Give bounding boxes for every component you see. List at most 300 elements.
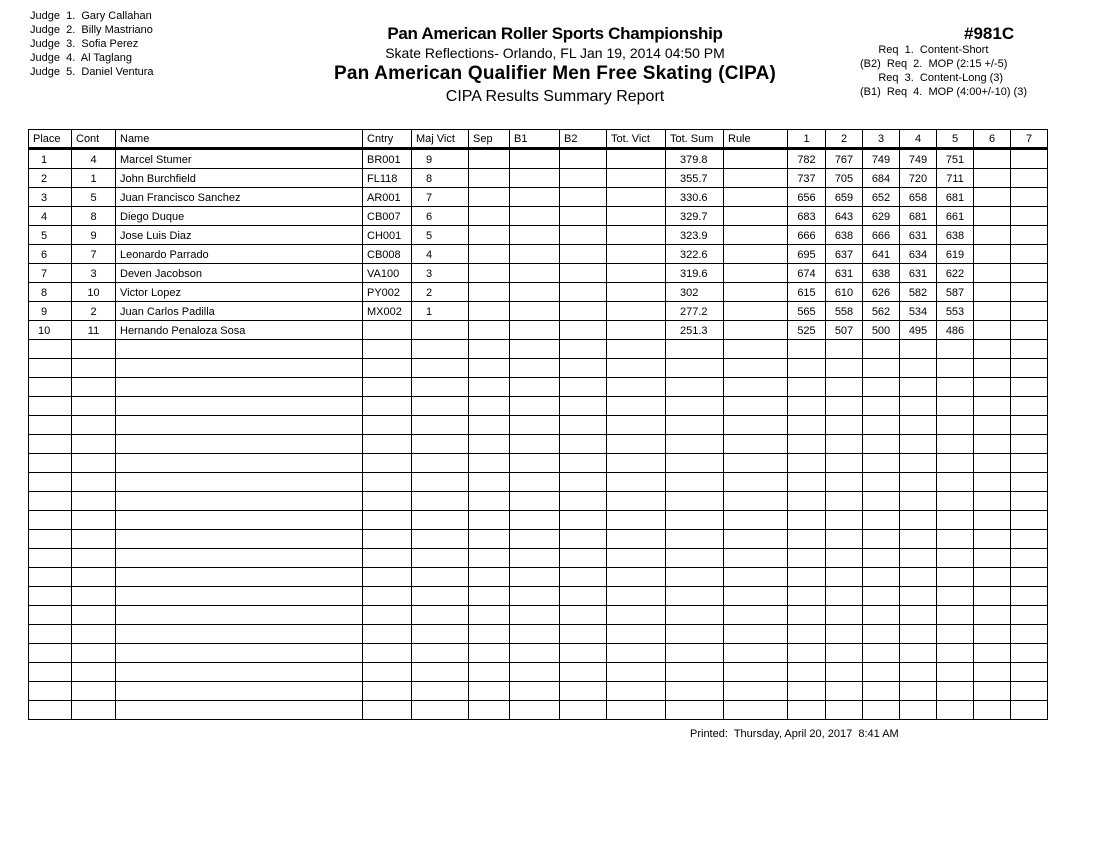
cont-cell: 3 [72,264,116,283]
empty-table-row [29,549,1048,568]
judge-3-score [863,340,900,359]
country-cell [363,492,412,511]
empty-table-row [29,606,1048,625]
country-cell: CB007 [363,207,412,226]
sep-cell [469,169,510,188]
sep-cell [469,378,510,397]
b1-cell [510,302,560,321]
tot-sum-cell: 330.6 [666,188,724,207]
country-cell [363,625,412,644]
name-cell [116,663,363,682]
judge-4-score [900,454,937,473]
tot-sum-cell: 319.6 [666,264,724,283]
tot-sum-cell [666,340,724,359]
b1-cell [510,169,560,188]
col-name: Name [116,130,363,149]
judge-5-score: 619 [937,245,974,264]
judge-6-score [974,587,1011,606]
name-cell: Hernando Penaloza Sosa [116,321,363,340]
maj-vict-cell [412,416,469,435]
judge-2-score: 610 [826,283,863,302]
table-row [29,149,1048,169]
empty-table-row [29,435,1048,454]
maj-vict-cell: 4 [412,245,469,264]
judge-1-score: 683 [788,207,826,226]
judge-2-score: 643 [826,207,863,226]
judge-6-score [974,530,1011,549]
cont-cell [72,644,116,663]
judge-2-score: 507 [826,321,863,340]
judge-7-score [1011,245,1048,264]
table-row [29,302,1048,321]
tot-sum-cell [666,454,724,473]
rule-cell [724,264,788,283]
sep-cell [469,587,510,606]
tot-vict-cell [607,226,666,245]
judge-4-score [900,701,937,720]
cont-cell [72,511,116,530]
tot-vict-cell [607,359,666,378]
judge-2-score [826,549,863,568]
b1-cell [510,435,560,454]
judge-7-score [1011,340,1048,359]
judge-1-score [788,473,826,492]
maj-vict-cell: 2 [412,283,469,302]
judges-list [30,9,154,79]
judge-2-score [826,435,863,454]
judge-1-score [788,549,826,568]
judge-2-score [826,644,863,663]
tot-vict-cell [607,549,666,568]
tot-vict-cell [607,606,666,625]
tot-sum-cell: 329.7 [666,207,724,226]
b2-cell [560,473,607,492]
tot-vict-cell [607,454,666,473]
b1-cell [510,359,560,378]
place-cell: 9 [29,302,72,321]
judge-7-score [1011,492,1048,511]
rule-cell [724,606,788,625]
judge-7-score [1011,321,1048,340]
name-cell [116,435,363,454]
b1-cell [510,701,560,720]
empty-table-row [29,416,1048,435]
country-cell [363,397,412,416]
tot-sum-cell [666,473,724,492]
judge-4-score [900,682,937,701]
maj-vict-cell [412,473,469,492]
judge-6-score [974,302,1011,321]
country-cell [363,416,412,435]
judge-7-score [1011,530,1048,549]
b2-cell [560,416,607,435]
judge-7-score [1011,473,1048,492]
judge-3-score: 500 [863,321,900,340]
tot-sum-cell [666,530,724,549]
judge-5-score [937,435,974,454]
b2-cell [560,435,607,454]
rule-cell [724,283,788,302]
b2-cell [560,264,607,283]
tot-sum-cell: 355.7 [666,169,724,188]
tot-sum-cell: 322.6 [666,245,724,264]
place-cell [29,340,72,359]
judge-5-score: 711 [937,169,974,188]
judge-4-score: 631 [900,264,937,283]
requirement-1: Req 1. Content-Short [860,44,989,56]
judge-4-score: 582 [900,283,937,302]
b1-cell [510,207,560,226]
rule-cell [724,530,788,549]
judge-4-score: 495 [900,321,937,340]
judge-7-score [1011,207,1048,226]
judge-1-score [788,644,826,663]
judge-3-score: 562 [863,302,900,321]
sep-cell [469,283,510,302]
table-row [29,188,1048,207]
judge-2: Judge 2. Billy Mastriano [30,24,153,36]
maj-vict-cell [412,701,469,720]
judge-6-score [974,644,1011,663]
b1-cell [510,264,560,283]
judge-4-score: 658 [900,188,937,207]
col-tot-sum: Tot. Sum [666,130,724,149]
judge-1-score: 666 [788,226,826,245]
country-cell: CB008 [363,245,412,264]
maj-vict-cell: 1 [412,302,469,321]
sep-cell [469,682,510,701]
sep-cell [469,302,510,321]
judge-4: Judge 4. Al Taglang [30,52,132,64]
maj-vict-cell [412,606,469,625]
rule-cell [724,644,788,663]
requirements-list [860,43,1027,99]
name-cell [116,701,363,720]
judge-2-score [826,416,863,435]
sep-cell [469,663,510,682]
maj-vict-cell [412,625,469,644]
judge-1-score: 737 [788,169,826,188]
empty-table-row [29,663,1048,682]
b1-cell [510,340,560,359]
maj-vict-cell [412,530,469,549]
tot-vict-cell [607,264,666,283]
rule-cell [724,321,788,340]
judge-2-score: 637 [826,245,863,264]
table-row [29,245,1048,264]
judge-5-score [937,663,974,682]
sep-cell [469,416,510,435]
judge-7-score [1011,264,1048,283]
sep-cell [469,492,510,511]
sep-cell [469,644,510,663]
requirement-4: (B1) Req 4. MOP (4:00+/-10) (3) [860,86,1027,98]
judge-3-score: 626 [863,283,900,302]
country-cell: BR001 [363,149,412,169]
empty-table-row [29,644,1048,663]
judge-6-score [974,625,1011,644]
rule-cell [724,435,788,454]
col-judge-2: 2 [826,130,863,149]
name-cell: Marcel Stumer [116,149,363,169]
judge-3-score [863,454,900,473]
empty-table-row [29,359,1048,378]
maj-vict-cell: 7 [412,188,469,207]
judge-3-score [863,663,900,682]
place-cell [29,606,72,625]
judge-7-score [1011,188,1048,207]
rule-cell [724,416,788,435]
sep-cell [469,435,510,454]
empty-table-row [29,511,1048,530]
judge-2-score: 558 [826,302,863,321]
judge-3: Judge 3. Sofia Perez [30,38,139,50]
place-cell [29,587,72,606]
judge-5-score [937,568,974,587]
b2-cell [560,188,607,207]
tot-sum-cell [666,644,724,663]
tot-sum-cell [666,549,724,568]
judge-3-score [863,397,900,416]
table-row [29,264,1048,283]
judge-4-score [900,644,937,663]
judge-1-score [788,606,826,625]
judge-4-score [900,359,937,378]
rule-cell [724,492,788,511]
name-cell: Jose Luis Diaz [116,226,363,245]
judge-5-score: 587 [937,283,974,302]
b1-cell [510,321,560,340]
b1-cell [510,606,560,625]
judge-1-score: 565 [788,302,826,321]
cont-cell: 8 [72,207,116,226]
tot-vict-cell [607,378,666,397]
place-cell [29,644,72,663]
rule-cell [724,302,788,321]
sep-cell [469,549,510,568]
tot-vict-cell [607,340,666,359]
judge-3-score [863,682,900,701]
judge-5-score [937,625,974,644]
judge-5-score: 486 [937,321,974,340]
cont-cell [72,549,116,568]
country-cell [363,530,412,549]
judge-3-score [863,701,900,720]
b1-cell [510,226,560,245]
cont-cell [72,606,116,625]
judge-2-score: 659 [826,188,863,207]
cont-cell [72,682,116,701]
judge-1-score [788,625,826,644]
tot-vict-cell [607,530,666,549]
name-cell [116,682,363,701]
place-cell [29,511,72,530]
judge-1-score [788,435,826,454]
place-cell: 3 [29,188,72,207]
judge-2-score: 631 [826,264,863,283]
b1-cell [510,663,560,682]
cont-cell: 5 [72,188,116,207]
judge-3-score [863,587,900,606]
col-sep: Sep [469,130,510,149]
rule-cell [724,226,788,245]
country-cell [363,682,412,701]
judge-3-score: 641 [863,245,900,264]
b1-cell [510,397,560,416]
judge-2-score [826,530,863,549]
name-cell [116,416,363,435]
col-rule: Rule [724,130,788,149]
tot-vict-cell [607,473,666,492]
tot-sum-cell: 379.8 [666,149,724,169]
sep-cell [469,340,510,359]
name-cell: Juan Francisco Sanchez [116,188,363,207]
col-maj-vict: Maj Vict [412,130,469,149]
judge-3-score [863,359,900,378]
judge-1-score [788,511,826,530]
cont-cell: 9 [72,226,116,245]
judge-6-score [974,397,1011,416]
tot-vict-cell [607,587,666,606]
tot-vict-cell [607,492,666,511]
maj-vict-cell [412,397,469,416]
tot-sum-cell: 323.9 [666,226,724,245]
place-cell: 4 [29,207,72,226]
place-cell [29,435,72,454]
maj-vict-cell [412,663,469,682]
col-place: Place [29,130,72,149]
judge-7-score [1011,283,1048,302]
name-cell: Leonardo Parrado [116,245,363,264]
report-title: CIPA Results Summary Report [445,88,665,105]
b2-cell [560,169,607,188]
judge-4-score [900,492,937,511]
sep-cell [469,359,510,378]
judge-4-score [900,625,937,644]
empty-table-row [29,492,1048,511]
country-cell [363,701,412,720]
judge-3-score [863,625,900,644]
maj-vict-cell: 5 [412,226,469,245]
cont-cell [72,530,116,549]
judge-3-score [863,511,900,530]
tot-vict-cell [607,701,666,720]
b1-cell [510,473,560,492]
sep-cell [469,264,510,283]
b1-cell [510,492,560,511]
judge-1-score [788,568,826,587]
cont-cell [72,340,116,359]
judge-3-score: 638 [863,264,900,283]
rule-cell [724,340,788,359]
b2-cell [560,568,607,587]
maj-vict-cell [412,340,469,359]
col-judge-3: 3 [863,130,900,149]
tot-sum-cell: 277.2 [666,302,724,321]
judge-6-score [974,226,1011,245]
judge-4-score [900,435,937,454]
judge-4-score [900,663,937,682]
sep-cell [469,245,510,264]
b1-cell [510,587,560,606]
b2-cell [560,245,607,264]
judge-5-score: 751 [937,149,974,169]
judge-6-score [974,283,1011,302]
judge-7-score [1011,149,1048,169]
cont-cell: 7 [72,245,116,264]
sep-cell [469,511,510,530]
tot-sum-cell [666,606,724,625]
place-cell [29,473,72,492]
judge-6-score [974,321,1011,340]
name-cell [116,473,363,492]
judge-1-score [788,378,826,397]
rule-cell [724,701,788,720]
judge-2-score: 767 [826,149,863,169]
judge-6-score [974,454,1011,473]
judge-6-score [974,511,1011,530]
sep-cell [469,473,510,492]
judge-2-score [826,473,863,492]
results-table [28,129,1048,720]
b2-cell [560,530,607,549]
empty-table-row [29,378,1048,397]
sep-cell [469,188,510,207]
sep-cell [469,606,510,625]
judge-7-score [1011,378,1048,397]
judge-6-score [974,188,1011,207]
judge-2-score: 638 [826,226,863,245]
country-cell [363,644,412,663]
sep-cell [469,149,510,169]
country-cell: AR001 [363,188,412,207]
sep-cell [469,226,510,245]
name-cell [116,340,363,359]
judge-4-score [900,606,937,625]
judge-3-score [863,568,900,587]
judge-6-score [974,606,1011,625]
name-cell [116,397,363,416]
judge-4-score: 631 [900,226,937,245]
judge-7-score [1011,397,1048,416]
judge-4-score [900,378,937,397]
judge-5-score [937,644,974,663]
sep-cell [469,701,510,720]
place-cell [29,492,72,511]
place-cell [29,682,72,701]
tot-vict-cell [607,416,666,435]
country-cell: MX002 [363,302,412,321]
name-cell [116,568,363,587]
col-b1: B1 [510,130,560,149]
maj-vict-cell [412,359,469,378]
tot-sum-cell [666,568,724,587]
tot-vict-cell [607,568,666,587]
empty-table-row [29,530,1048,549]
cont-cell [72,625,116,644]
judge-4-score [900,549,937,568]
judge-2-score [826,587,863,606]
judge-3-score: 652 [863,188,900,207]
maj-vict-cell [412,511,469,530]
venue-date: Skate Reflections- Orlando, FL Jan 19, 2014 04:50 PM [385,45,725,61]
rule-cell [724,149,788,169]
tot-vict-cell [607,283,666,302]
judge-2-score [826,625,863,644]
name-cell [116,511,363,530]
judge-7-score [1011,682,1048,701]
col-judge-5: 5 [937,130,974,149]
